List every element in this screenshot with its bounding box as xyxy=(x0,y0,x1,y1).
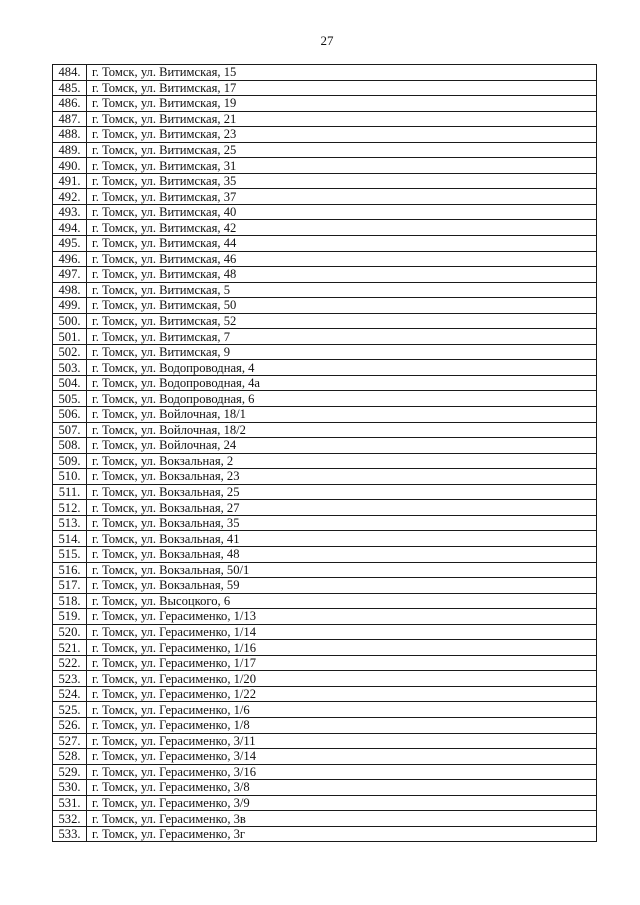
row-number-cell: 531. xyxy=(53,795,87,811)
row-number-cell: 507. xyxy=(53,422,87,438)
address-cell: г. Томск, ул. Витимская, 37 xyxy=(87,189,597,205)
row-number-cell: 517. xyxy=(53,578,87,594)
address-cell: г. Томск, ул. Вокзальная, 35 xyxy=(87,515,597,531)
table-row xyxy=(53,546,597,562)
row-number-cell: 503. xyxy=(53,360,87,376)
address-cell: г. Томск, ул. Витимская, 21 xyxy=(87,111,597,127)
table-row xyxy=(53,142,597,158)
table-row xyxy=(53,811,597,827)
address-cell: г. Томск, ул. Герасименко, 3/14 xyxy=(87,749,597,765)
row-number-cell: 512. xyxy=(53,500,87,516)
table-row xyxy=(53,500,597,516)
table-row xyxy=(53,578,597,594)
address-cell: г. Томск, ул. Витимская, 5 xyxy=(87,282,597,298)
table-row xyxy=(53,96,597,112)
row-number-cell: 515. xyxy=(53,546,87,562)
table-row xyxy=(53,438,597,454)
row-number-cell: 504. xyxy=(53,375,87,391)
row-number-cell: 502. xyxy=(53,344,87,360)
table-row xyxy=(53,360,597,376)
table-row xyxy=(53,780,597,796)
table-row xyxy=(53,826,597,842)
address-cell: г. Томск, ул. Вокзальная, 23 xyxy=(87,469,597,485)
table-row xyxy=(53,204,597,220)
address-cell: г. Томск, ул. Герасименко, 1/6 xyxy=(87,702,597,718)
row-number-cell: 491. xyxy=(53,173,87,189)
table-row xyxy=(53,531,597,547)
table-row xyxy=(53,111,597,127)
row-number-cell: 505. xyxy=(53,391,87,407)
address-cell: г. Томск, ул. Витимская, 15 xyxy=(87,65,597,81)
row-number-cell: 488. xyxy=(53,127,87,143)
address-cell: г. Томск, ул. Герасименко, 3/16 xyxy=(87,764,597,780)
address-cell: г. Томск, ул. Витимская, 31 xyxy=(87,158,597,174)
table-row xyxy=(53,702,597,718)
row-number-cell: 514. xyxy=(53,531,87,547)
row-number-cell: 526. xyxy=(53,717,87,733)
row-number-cell: 494. xyxy=(53,220,87,236)
table-row xyxy=(53,749,597,765)
table-row xyxy=(53,236,597,252)
address-cell: г. Томск, ул. Водопроводная, 4а xyxy=(87,375,597,391)
row-number-cell: 496. xyxy=(53,251,87,267)
table-row xyxy=(53,469,597,485)
address-cell: г. Томск, ул. Вокзальная, 41 xyxy=(87,531,597,547)
row-number-cell: 486. xyxy=(53,96,87,112)
address-cell: г. Томск, ул. Высоцкого, 6 xyxy=(87,593,597,609)
address-cell: г. Томск, ул. Витимская, 9 xyxy=(87,344,597,360)
row-number-cell: 510. xyxy=(53,469,87,485)
table-row xyxy=(53,733,597,749)
row-number-cell: 487. xyxy=(53,111,87,127)
address-cell: г. Томск, ул. Витимская, 7 xyxy=(87,329,597,345)
row-number-cell: 533. xyxy=(53,826,87,842)
page-number: 27 xyxy=(320,33,334,48)
table-row xyxy=(53,329,597,345)
table-row xyxy=(53,717,597,733)
table-row xyxy=(53,484,597,500)
address-cell: г. Томск, ул. Войлочная, 18/2 xyxy=(87,422,597,438)
address-cell: г. Томск, ул. Герасименко, 1/22 xyxy=(87,686,597,702)
row-number-cell: 490. xyxy=(53,158,87,174)
address-table xyxy=(52,64,597,842)
row-number-cell: 489. xyxy=(53,142,87,158)
address-cell: г. Томск, ул. Герасименко, 1/14 xyxy=(87,624,597,640)
table-row xyxy=(53,313,597,329)
table-row xyxy=(53,158,597,174)
table-row xyxy=(53,609,597,625)
row-number-cell: 525. xyxy=(53,702,87,718)
table-row xyxy=(53,344,597,360)
row-number-cell: 492. xyxy=(53,189,87,205)
table-row xyxy=(53,65,597,81)
address-cell: г. Томск, ул. Вокзальная, 27 xyxy=(87,500,597,516)
row-number-cell: 513. xyxy=(53,515,87,531)
address-cell: г. Томск, ул. Витимская, 40 xyxy=(87,204,597,220)
table-row xyxy=(53,671,597,687)
row-number-cell: 508. xyxy=(53,438,87,454)
address-cell: г. Томск, ул. Вокзальная, 50/1 xyxy=(87,562,597,578)
address-cell: г. Томск, ул. Вокзальная, 59 xyxy=(87,578,597,594)
address-cell: г. Томск, ул. Водопроводная, 6 xyxy=(87,391,597,407)
address-cell: г. Томск, ул. Герасименко, 1/13 xyxy=(87,609,597,625)
row-number-cell: 516. xyxy=(53,562,87,578)
table-row xyxy=(53,298,597,314)
address-cell: г. Томск, ул. Витимская, 19 xyxy=(87,96,597,112)
table-row xyxy=(53,624,597,640)
row-number-cell: 532. xyxy=(53,811,87,827)
row-number-cell: 493. xyxy=(53,204,87,220)
table-row xyxy=(53,562,597,578)
table-row xyxy=(53,453,597,469)
row-number-cell: 528. xyxy=(53,749,87,765)
table-row xyxy=(53,267,597,283)
address-cell: г. Томск, ул. Водопроводная, 4 xyxy=(87,360,597,376)
table-row xyxy=(53,655,597,671)
table-row xyxy=(53,593,597,609)
row-number-cell: 530. xyxy=(53,780,87,796)
address-cell: г. Томск, ул. Герасименко, 1/8 xyxy=(87,717,597,733)
row-number-cell: 495. xyxy=(53,236,87,252)
address-cell: г. Томск, ул. Витимская, 23 xyxy=(87,127,597,143)
address-cell: г. Томск, ул. Витимская, 50 xyxy=(87,298,597,314)
row-number-cell: 499. xyxy=(53,298,87,314)
address-cell: г. Томск, ул. Герасименко, 3/11 xyxy=(87,733,597,749)
row-number-cell: 498. xyxy=(53,282,87,298)
row-number-cell: 520. xyxy=(53,624,87,640)
row-number-cell: 506. xyxy=(53,407,87,423)
row-number-cell: 501. xyxy=(53,329,87,345)
address-cell: г. Томск, ул. Герасименко, 3/9 xyxy=(87,795,597,811)
address-cell: г. Томск, ул. Вокзальная, 48 xyxy=(87,546,597,562)
address-cell: г. Томск, ул. Герасименко, 3в xyxy=(87,811,597,827)
row-number-cell: 529. xyxy=(53,764,87,780)
address-cell: г. Томск, ул. Витимская, 52 xyxy=(87,313,597,329)
address-cell: г. Томск, ул. Вокзальная, 25 xyxy=(87,484,597,500)
table-row xyxy=(53,640,597,656)
row-number-cell: 511. xyxy=(53,484,87,500)
address-cell: г. Томск, ул. Витимская, 48 xyxy=(87,267,597,283)
row-number-cell: 522. xyxy=(53,655,87,671)
address-cell: г. Томск, ул. Витимская, 44 xyxy=(87,236,597,252)
table-row xyxy=(53,282,597,298)
address-cell: г. Томск, ул. Витимская, 17 xyxy=(87,80,597,96)
row-number-cell: 521. xyxy=(53,640,87,656)
table-row xyxy=(53,515,597,531)
table-row xyxy=(53,686,597,702)
table-row xyxy=(53,80,597,96)
table-row xyxy=(53,764,597,780)
table-row xyxy=(53,189,597,205)
table-row xyxy=(53,173,597,189)
address-cell: г. Томск, ул. Герасименко, 1/20 xyxy=(87,671,597,687)
row-number-cell: 485. xyxy=(53,80,87,96)
address-cell: г. Томск, ул. Витимская, 35 xyxy=(87,173,597,189)
address-cell: г. Томск, ул. Витимская, 42 xyxy=(87,220,597,236)
address-cell: г. Томск, ул. Герасименко, 1/17 xyxy=(87,655,597,671)
table-row xyxy=(53,375,597,391)
row-number-cell: 527. xyxy=(53,733,87,749)
address-cell: г. Томск, ул. Витимская, 25 xyxy=(87,142,597,158)
table-row xyxy=(53,220,597,236)
row-number-cell: 523. xyxy=(53,671,87,687)
address-cell: г. Томск, ул. Герасименко, 3/8 xyxy=(87,780,597,796)
row-number-cell: 500. xyxy=(53,313,87,329)
table-body xyxy=(53,65,597,842)
row-number-cell: 497. xyxy=(53,267,87,283)
table-row xyxy=(53,795,597,811)
row-number-cell: 509. xyxy=(53,453,87,469)
address-cell: г. Томск, ул. Витимская, 46 xyxy=(87,251,597,267)
table-row xyxy=(53,407,597,423)
address-cell: г. Томск, ул. Вокзальная, 2 xyxy=(87,453,597,469)
table-row xyxy=(53,422,597,438)
row-number-cell: 518. xyxy=(53,593,87,609)
table-row xyxy=(53,391,597,407)
address-cell: г. Томск, ул. Герасименко, 3г xyxy=(87,826,597,842)
row-number-cell: 524. xyxy=(53,686,87,702)
row-number-cell: 484. xyxy=(53,65,87,81)
table-row xyxy=(53,251,597,267)
table-row xyxy=(53,127,597,143)
row-number-cell: 519. xyxy=(53,609,87,625)
address-cell: г. Томск, ул. Герасименко, 1/16 xyxy=(87,640,597,656)
address-cell: г. Томск, ул. Войлочная, 24 xyxy=(87,438,597,454)
address-cell: г. Томск, ул. Войлочная, 18/1 xyxy=(87,407,597,423)
